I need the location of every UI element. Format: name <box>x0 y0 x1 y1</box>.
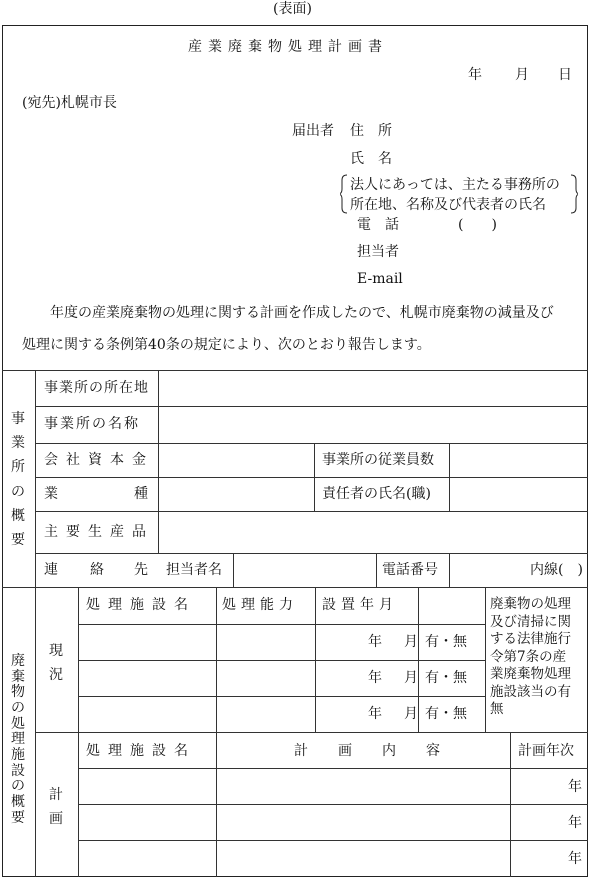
current-row-3-year-month: 年 月 <box>368 706 422 722</box>
current-row-2-yesno[interactable]: 有・無 <box>425 670 467 686</box>
law-note-line: 廃棄物の処理 <box>490 596 571 612</box>
corporate-note-line-2: 所在地、名称及び代表者の氏名 <box>350 197 546 213</box>
addressee: (宛先)札幌市長 <box>22 95 117 111</box>
rule <box>449 553 450 587</box>
date-month-label: 月 <box>515 67 529 83</box>
corporate-note-line-1: 法人にあっては、主たる事務所の <box>350 177 560 193</box>
contact-label-3: 先 <box>134 562 148 578</box>
intro-text-line-1: 年度の産業廃棄物の処理に関する計画を作成したので、札幌市廃棄物の減量及び <box>50 305 554 321</box>
rule <box>78 840 588 841</box>
current-row-1-yesno[interactable]: 有・無 <box>425 634 467 650</box>
vchar: 棄 <box>11 668 25 685</box>
plan-label <box>46 784 66 832</box>
name-label: 氏 名 <box>350 151 392 167</box>
form-title: 産業廃棄物処理計画書 <box>188 39 388 55</box>
vchar: の <box>11 483 25 500</box>
rule <box>376 553 377 587</box>
rule <box>158 370 159 553</box>
business-section-side-label <box>8 410 28 549</box>
contact-label-2: 絡 <box>90 562 104 578</box>
vchar: 処 <box>11 715 25 732</box>
plan-content-header: 計 画 内 容 <box>294 743 448 759</box>
vchar: 施 <box>11 747 25 764</box>
rule <box>35 732 588 733</box>
current-facility-name-header: 処理施設名 <box>86 597 196 613</box>
rule <box>35 443 588 444</box>
rule <box>78 660 485 661</box>
law-note <box>490 596 586 719</box>
plan-facility-name-header: 処理施設名 <box>86 743 196 759</box>
vchar: 画 <box>49 810 63 827</box>
intro-text-line-2: 処理に関する条例第40条の規定により、次のとおり報告します。 <box>22 337 431 353</box>
law-note-line: 施設該当の有 <box>490 683 571 700</box>
law-note-line: 無 <box>490 701 504 717</box>
rule <box>35 477 588 478</box>
current-capacity-header: 処理能力 <box>222 597 298 613</box>
rule <box>485 587 486 732</box>
capital-label: 会社資本金 <box>44 452 154 468</box>
current-row-1-year-month: 年 月 <box>368 634 422 650</box>
vchar: の <box>11 700 25 717</box>
extension-label: 内線( ) <box>530 562 583 578</box>
rule <box>78 696 485 697</box>
vchar: 廃 <box>11 653 25 669</box>
phone-label: 電 話 <box>357 217 399 233</box>
vchar: 業 <box>11 435 25 452</box>
employees-label: 事業所の従業員数 <box>322 452 434 468</box>
law-note-line: 及び清掃に関 <box>490 613 571 630</box>
industry-label-right: 種 <box>134 486 148 502</box>
vchar: 要 <box>11 809 25 826</box>
current-row-2-year-month: 年 月 <box>368 670 422 686</box>
rule <box>35 406 588 407</box>
contact-label-1: 連 <box>44 562 58 578</box>
plan-year-header: 計画年次 <box>518 743 574 759</box>
law-note-line: する法律施行 <box>490 631 571 647</box>
rule <box>35 553 588 554</box>
facility-section-side-label <box>8 654 28 826</box>
address-label: 住 所 <box>350 123 392 139</box>
law-note-line: 令第7条の産 <box>490 648 567 665</box>
plan-row-2-year: 年 <box>568 815 582 831</box>
rule <box>78 768 588 769</box>
rule <box>78 804 588 805</box>
phone-paren: ( ) <box>458 217 497 233</box>
location-label: 事業所の所在地 <box>44 380 149 396</box>
rule <box>78 624 485 625</box>
vchar: 要 <box>11 531 25 548</box>
vchar: 事 <box>11 411 25 427</box>
email-label: E-mail <box>357 271 403 287</box>
rule <box>2 587 588 588</box>
current-install-year-header: 設置年月 <box>322 597 398 613</box>
phone-number-label: 電話番号 <box>382 562 438 578</box>
contact-person-name-label: 担当者名 <box>166 562 222 578</box>
vchar: 概 <box>11 507 25 524</box>
vchar: 計 <box>49 787 63 803</box>
rule <box>233 553 234 587</box>
vchar: 概 <box>11 794 25 811</box>
plan-row-3-year: 年 <box>568 851 582 867</box>
plan-row-1-year: 年 <box>568 779 582 795</box>
industry-label-left: 業 <box>44 486 58 502</box>
vchar: 物 <box>11 684 25 701</box>
rule <box>35 511 588 512</box>
vchar: 現 <box>49 643 63 659</box>
date-year-label: 年 <box>468 67 482 83</box>
responsible-label: 責任者の氏名(職) <box>322 486 431 502</box>
date-day-label: 日 <box>558 67 572 83</box>
product-label: 主要生産品 <box>44 524 154 540</box>
contact-person-label: 担当者 <box>357 244 399 260</box>
law-note-line: 業廃棄物処理 <box>490 666 571 682</box>
rule <box>2 370 588 371</box>
vchar: の <box>11 778 25 795</box>
vchar: 所 <box>11 459 25 476</box>
vchar: 設 <box>11 762 25 779</box>
current-status-label <box>46 640 66 688</box>
page-side-label: (表面) <box>273 1 312 17</box>
notifier-label: 届出者 <box>292 123 334 139</box>
business-name-label: 事業所の名称 <box>44 416 140 432</box>
rule <box>35 370 36 587</box>
current-row-3-yesno[interactable]: 有・無 <box>425 706 467 722</box>
vchar: 況 <box>49 666 63 683</box>
vchar: 理 <box>11 731 25 748</box>
